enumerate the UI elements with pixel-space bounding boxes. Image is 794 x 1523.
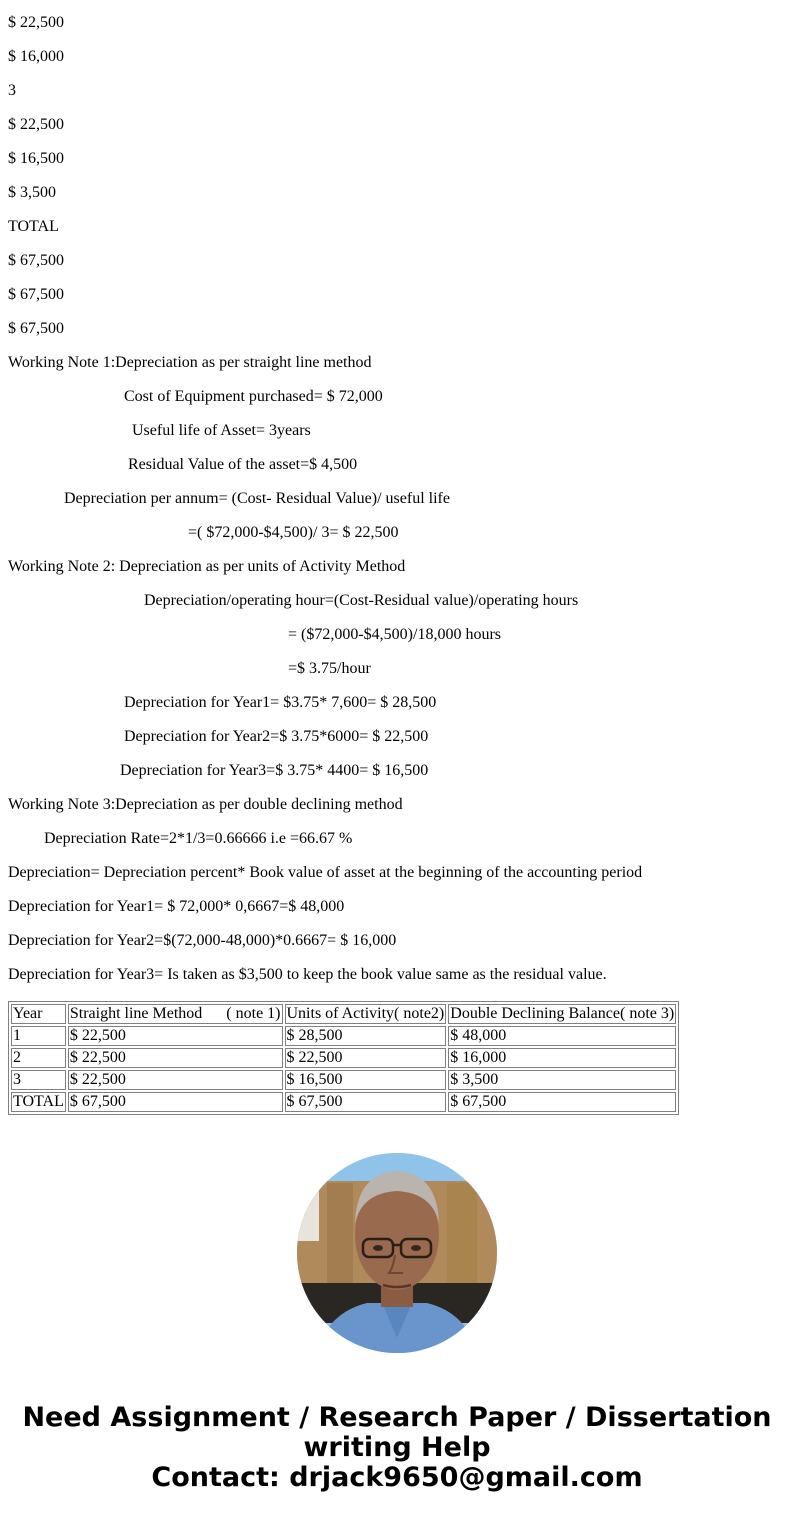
working-note-3-heading: Working Note 3:Depreciation as per double declining method: [8, 796, 403, 813]
note-line: Depreciation for Year3= Is taken as $3,500 to keep the book value same as the residual value.: [8, 966, 607, 983]
note-line: Useful life of Asset= 3years: [132, 422, 311, 439]
table-cell: $ 22,500: [68, 1070, 283, 1090]
author-avatar: [297, 1153, 497, 1353]
value-text: $ 3,500: [8, 184, 56, 201]
value-text: $ 22,500: [8, 116, 64, 133]
table-row: [11, 1070, 676, 1090]
promo-line-1: Need Assignment / Research Paper / Dissertation: [22, 1402, 772, 1433]
table-cell: $ 22,500: [68, 1026, 283, 1046]
note-line: Depreciation for Year2=$(72,000-48,000)*0.6667= $ 16,000: [8, 932, 397, 949]
table-cell: $ 67,500: [285, 1092, 447, 1112]
note-line: Depreciation per annum= (Cost- Residual Value)/ useful life: [64, 490, 450, 507]
note-line: = ($72,000-$4,500)/18,000 hours: [288, 626, 502, 643]
note-line: Depreciation/operating hour=(Cost-Residual value)/operating hours: [144, 592, 579, 609]
table-cell: TOTAL: [13, 1093, 64, 1110]
table-row-total: [11, 1092, 676, 1112]
value-text: TOTAL: [8, 218, 59, 235]
promo-banner: [0, 1403, 794, 1493]
header-cell-year: Year: [11, 1004, 66, 1024]
table-cell: $ 16,500: [285, 1070, 447, 1090]
table-cell: $ 67,500: [68, 1092, 283, 1112]
table-cell: $ 22,500: [285, 1048, 447, 1068]
header-cell-double-declining: Double Declining Balance( note 3): [450, 1005, 675, 1022]
note-line: =$ 3.75/hour: [288, 660, 371, 677]
note-line: Depreciation for Year2=$ 3.75*6000= $ 22,500: [124, 728, 429, 745]
table-header-row: [11, 1004, 676, 1024]
table-cell: $ 16,000: [448, 1048, 676, 1068]
table-cell: 3: [11, 1070, 66, 1090]
table-cell: $ 22,500: [68, 1048, 283, 1068]
promo-line-2: writing Help: [303, 1432, 491, 1463]
table-row: [11, 1048, 676, 1068]
promo-contact: Contact: drjack9650@gmail.com: [151, 1462, 643, 1493]
header-cell-straight-line: Straight line Method ( note 1): [69, 1005, 281, 1022]
portrait-illustration-icon: [297, 1153, 497, 1353]
value-text: $ 22,500: [8, 14, 64, 31]
working-note-1-heading: Working Note 1:Depreciation as per straight line method: [8, 354, 372, 371]
note-line: Depreciation for Year3=$ 3.75* 4400= $ 16,500: [120, 762, 429, 779]
note-line: Cost of Equipment purchased= $ 72,000: [124, 388, 383, 405]
table-row: [11, 1026, 676, 1046]
working-note-2-heading: Working Note 2: Depreciation as per units of Activity Method: [8, 558, 406, 575]
note-line: Depreciation for Year1= $ 72,000* 0,6667=$ 48,000: [8, 898, 345, 915]
table-cell: $ 48,000: [448, 1026, 676, 1046]
value-text: $ 67,500: [8, 320, 64, 337]
table-cell: 2: [11, 1048, 66, 1068]
value-text: 3: [8, 82, 16, 99]
table-cell: $ 28,500: [285, 1026, 447, 1046]
value-text: $ 16,000: [8, 48, 64, 65]
header-cell-units-of-activity: Units of Activity( note2): [286, 1005, 445, 1022]
note-line: Depreciation= Depreciation percent* Book value of asset at the beginning of the accounting period: [8, 864, 643, 881]
note-line: Residual Value of the asset=$ 4,500: [128, 456, 358, 473]
table-cell: $ 67,500: [448, 1092, 676, 1112]
depreciation-summary-table: [8, 1001, 679, 1115]
note-line: Depreciation Rate=2*1/3=0.66666 i.e =66.67 %: [44, 830, 353, 847]
note-line: =( $72,000-$4,500)/ 3= $ 22,500: [188, 524, 399, 541]
value-text: $ 67,500: [8, 252, 64, 269]
note-line: Depreciation for Year1= $3.75* 7,600= $ 28,500: [124, 694, 437, 711]
value-text: $ 16,500: [8, 150, 64, 167]
table-cell: $ 3,500: [448, 1070, 676, 1090]
table-cell: 1: [11, 1026, 66, 1046]
value-text: $ 67,500: [8, 286, 64, 303]
